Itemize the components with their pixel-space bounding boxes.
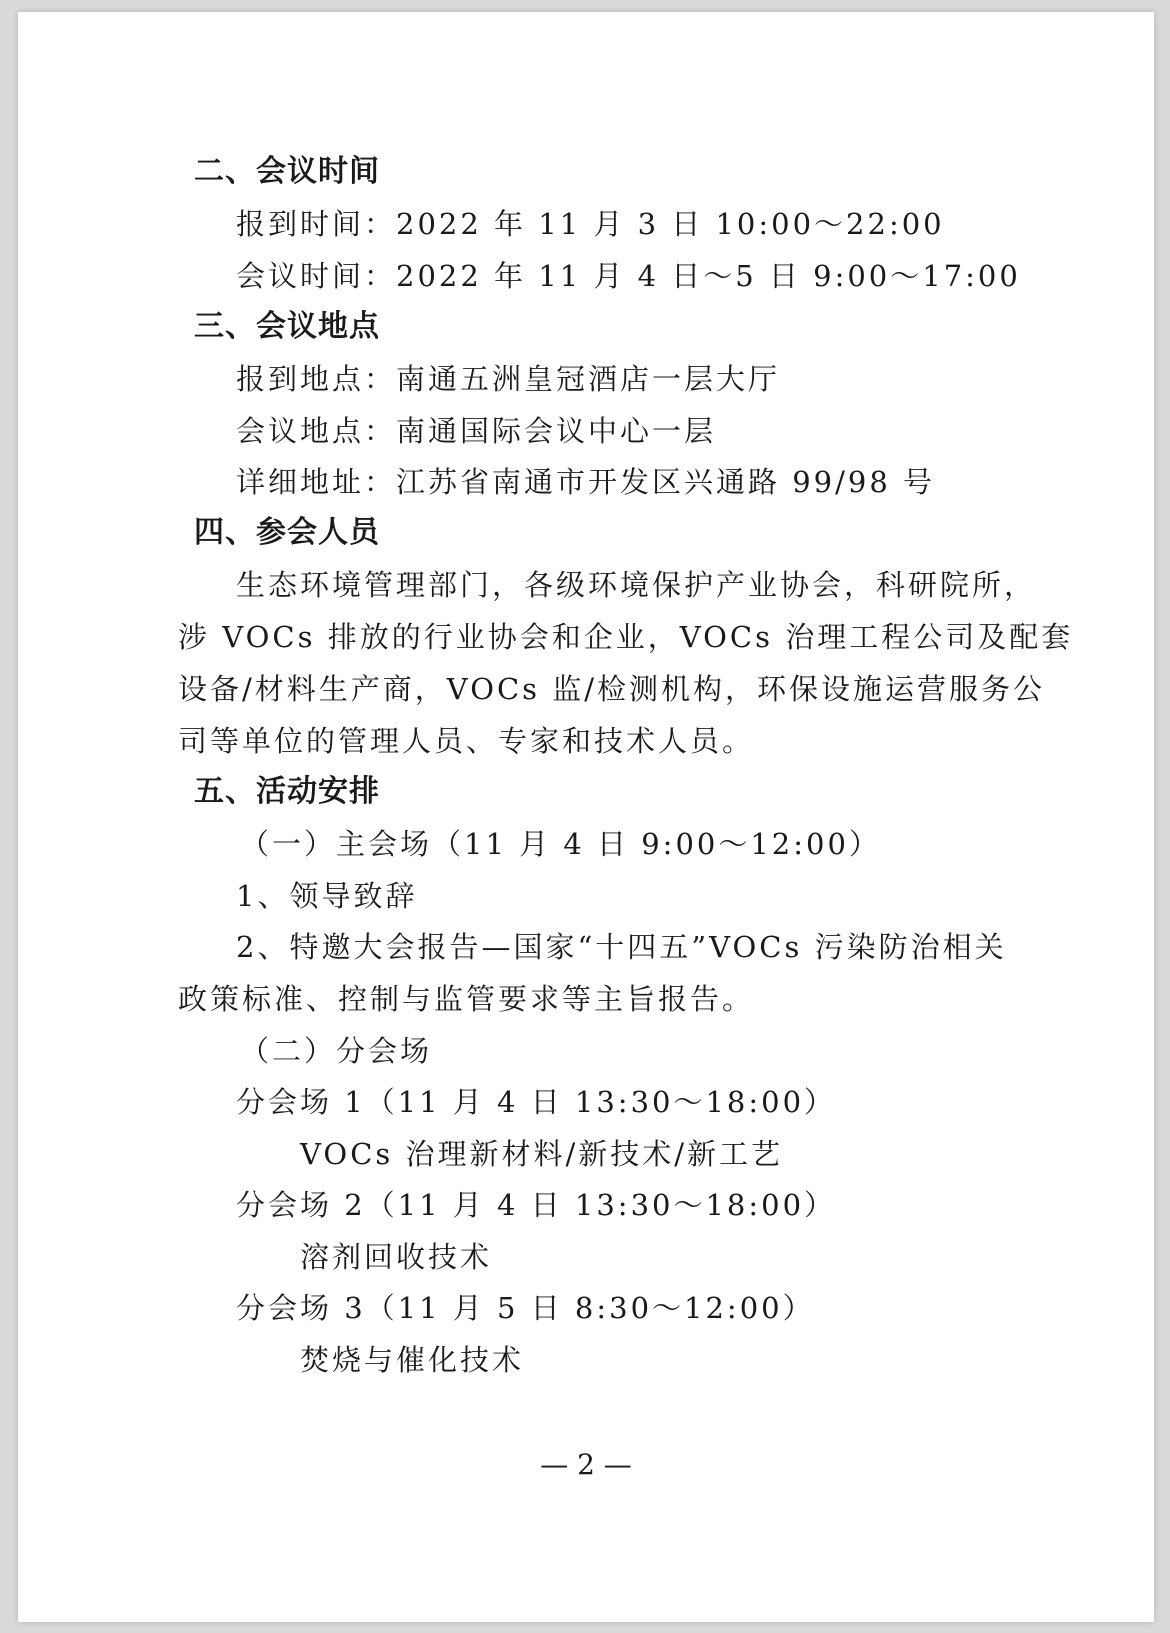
- activity-item-opening-speech: 1、领导致辞: [236, 879, 418, 913]
- main-venue: （一）主会场（11 月 4 日 9:00～12:00）: [240, 827, 881, 861]
- sub-venue-3-topic: 焚烧与催化技术: [300, 1343, 525, 1377]
- registration-location: 报到地点：南通五洲皇冠酒店一层大厅: [236, 362, 781, 396]
- sub-venue-2-topic: 溶剂回收技术: [300, 1240, 493, 1274]
- attendees-line: 涉 VOCs 排放的行业协会和企业，VOCs 治理工程公司及配套: [178, 620, 1074, 654]
- sub-venue-1-title: 分会场 1（11 月 4 日 13:30～18:00）: [236, 1085, 837, 1119]
- attendees-line: 生态环境管理部门，各级环境保护产业协会，科研院所，: [236, 568, 1037, 602]
- meeting-time: 会议时间：2022 年 11 月 4 日～5 日 9:00～17:00: [236, 259, 1021, 293]
- detailed-address: 详细地址：江苏省南通市开发区兴通路 99/98 号: [236, 465, 936, 499]
- attendees-line: 设备/材料生产商，VOCs 监/检测机构，环保设施运营服务公: [178, 672, 1046, 706]
- activity-item-keynote: 2、特邀大会报告—国家“十四五”VOCs 污染防治相关: [236, 930, 1007, 964]
- section-heading-location: 三、会议地点: [194, 309, 380, 344]
- registration-time: 报到时间：2022 年 11 月 3 日 10:00～22:00: [236, 207, 945, 241]
- sub-venue-heading: （二）分会场: [240, 1034, 433, 1068]
- section-heading-time: 二、会议时间: [194, 154, 380, 189]
- meeting-location: 会议地点：南通国际会议中心一层: [236, 414, 717, 448]
- attendees-line: 司等单位的管理人员、专家和技术人员。: [178, 724, 755, 758]
- document-page: [18, 12, 1154, 1622]
- section-heading-activities: 五、活动安排: [194, 774, 380, 809]
- activity-item-keynote-cont: 政策标准、控制与监管要求等主旨报告。: [178, 982, 755, 1016]
- section-heading-attendees: 四、参会人员: [194, 515, 380, 550]
- sub-venue-3-title: 分会场 3（11 月 5 日 8:30～12:00）: [236, 1291, 815, 1325]
- sub-venue-1-topic: VOCs 治理新材料/新技术/新工艺: [300, 1137, 784, 1171]
- page-number: — 2 —: [540, 1448, 632, 1481]
- sub-venue-2-title: 分会场 2（11 月 4 日 13:30～18:00）: [236, 1188, 837, 1222]
